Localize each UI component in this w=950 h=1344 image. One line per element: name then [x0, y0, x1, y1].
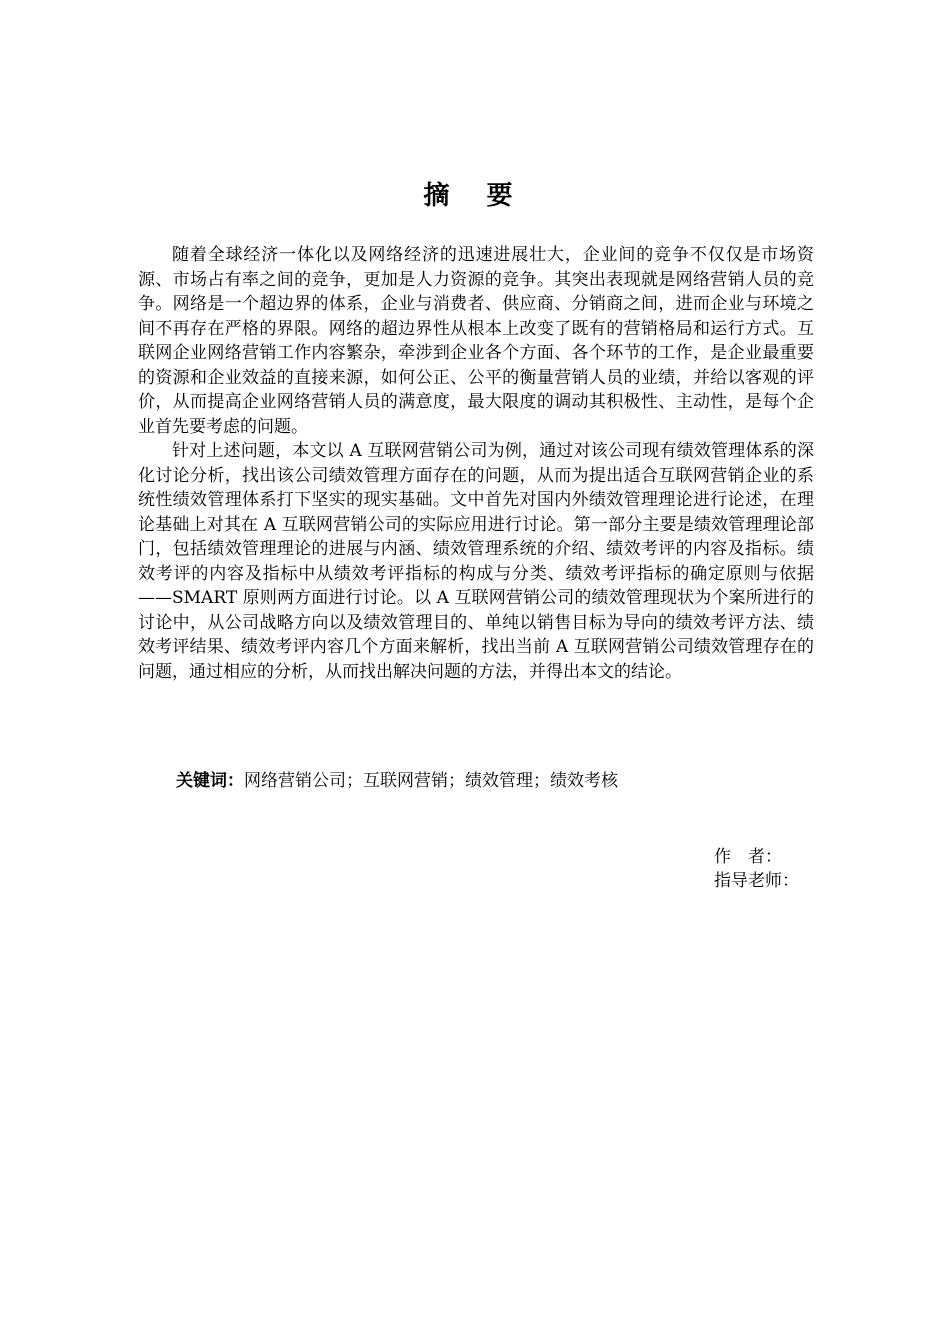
abstract-paragraph: 随着全球经济一体化以及网络经济的迅速进展壮大，企业间的竞争不仅仅是市场资源、市场占有率之间的竞争，更加是人力资源的竞争。其突出表现就是网络营销人员的竞争。网络是一个超边界的体系，企业与消费者、供应商、分销商之间，进而企业与环境之间不再存在严格的界限。网络的超边界性从根本上改变了既有的营销格局和运行方式。互联网企业网络营销工作内容繁杂，牵涉到企业各个方面、各个环节的工作，是企业最重要的资源和企业效益的直接来源，如何公正、公平的衡量营销人员的业绩，并给以客观的评价，从而提高企业网络营销人员的满意度，最大限度的调动其积极性、主动性，是每个企业首先要考虑的问题。	[138, 245, 814, 437]
author-label: 作 者：	[714, 847, 782, 867]
keywords-value: 网络营销公司；互联网营销；绩效管理；绩效考核	[244, 771, 618, 791]
abstract-body	[138, 243, 814, 684]
abstract-paragraph: 针对上述问题，本文以 A 互联网营销公司为例，通过对该公司现有绩效管理体系的深化讨论分析，找出该公司绩效管理方面存在的问题，从而为提出适合互联网营销企业的系统性绩效管理体系打下坚实的现实基础。文中首先对国内外绩效管理理论进行论述，在理论基础上对其在 A 互联网营销公司的实际应用进行讨论。第一部分主要是绩效管理理论部门，包括绩效管理理论的进展与内涵、绩效管理系统的介绍、绩效考评的内容及指标。绩效考评的内容及指标中从绩效考评指标的构成与分类、绩效考评指标的确定原则与依据——SMART 原则两方面进行讨论。以 A 互联网营销公司的绩效管理现状为个案所进行的讨论中，从公司战略方向以及绩效管理目的、单纯以销售目标为导向的绩效考评方法、绩效考评结果、绩效考评内容几个方面来解析，找出当前 A 互联网营销公司绩效管理存在的问题，通过相应的分析，从而找出解决问题的方法，并得出本文的结论。	[138, 441, 814, 682]
keywords-line	[176, 769, 816, 793]
page-title: 摘 要	[423, 181, 527, 211]
advisor-label: 指导老师：	[714, 871, 799, 891]
keywords-label: 关键词：	[176, 771, 244, 791]
